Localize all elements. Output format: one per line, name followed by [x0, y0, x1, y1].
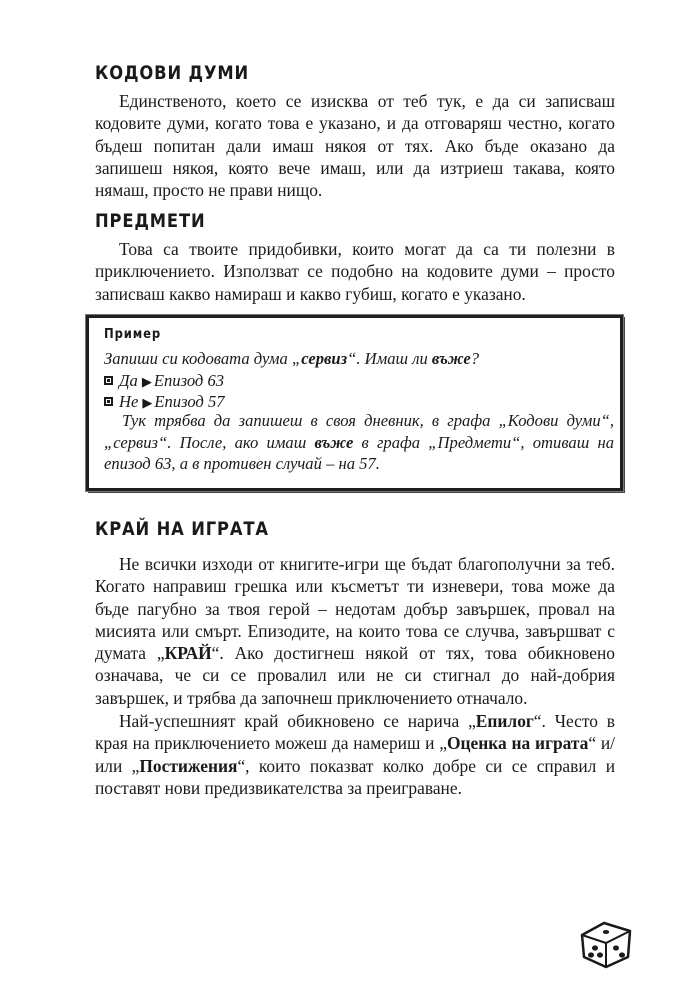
triangle-right-icon: ▶	[142, 395, 153, 410]
example-title: Пример	[104, 326, 162, 342]
triangle-right-icon: ▶	[141, 374, 152, 389]
checkbox-icon	[104, 397, 113, 406]
dice-icon	[578, 915, 634, 969]
example-choice-yes: Да ▶ Епизод 63	[104, 370, 614, 392]
game-end-paragraph-1: Не всички изходи от книгите-игри ще бъдат благополучни за теб. Когато направиш грешка или късметът ти изневери, това може да бъде пагубно за твоя герой – недотам добър завършек, провал на мисията или смърт. Епизодите, на които това се случва, завършват с думата „КРАЙ“. Ако достигнеш някой от тях, това обикновено означава, че си се провалил или не си стигнал до най-добрия завършек, и трябва да започнеш приключението отначало.	[95, 554, 615, 708]
codewords-heading: КОДОВИ ДУМИ	[95, 62, 250, 84]
checkbox-icon	[104, 376, 113, 385]
game-end-heading: КРАЙ НА ИГРАТА	[95, 518, 269, 540]
items-text: Това са твоите придобивки, които могат да са ти полезни в приключението. Използват се подобно на кодовите думи – просто записваш какво намираш и какво губиш, когато е указано.	[95, 239, 615, 304]
game-end-paragraph-2: Най-успешният край обикновено се нарича „Епилог“. Често в края на приключението можеш да намериш и „Оценка на играта“ и/или „Постижения“, които показват колко добре си се справил и поставят нови предизвикателства за преиграване.	[95, 711, 615, 798]
example-choice-no: Не ▶ Епизод 57	[104, 391, 614, 413]
items-heading: ПРЕДМЕТИ	[95, 210, 206, 232]
codewords-text: Единственото, което се изисква от теб тук, е да си записваш кодовите думи, когато това е указано, и да отговаряш честно, когато бъдеш попитан дали имаш някоя от тях. Ако бъде оказано да запишеш някоя, която вече имаш, или да изтриеш такава, която нямаш, просто не прави нищо.	[95, 91, 615, 201]
example-box	[86, 315, 623, 491]
example-explanation: Тук трябва да запишеш в своя дневник, в графа „Кодови думи“, „сервиз“. После, ако имаш въже в графа „Предмети“, отиваш на епизод 63, а в противен случай – на 57.	[104, 411, 614, 473]
example-question: Запиши си кодовата дума „сервиз“. Имаш ли въже?	[104, 349, 480, 368]
